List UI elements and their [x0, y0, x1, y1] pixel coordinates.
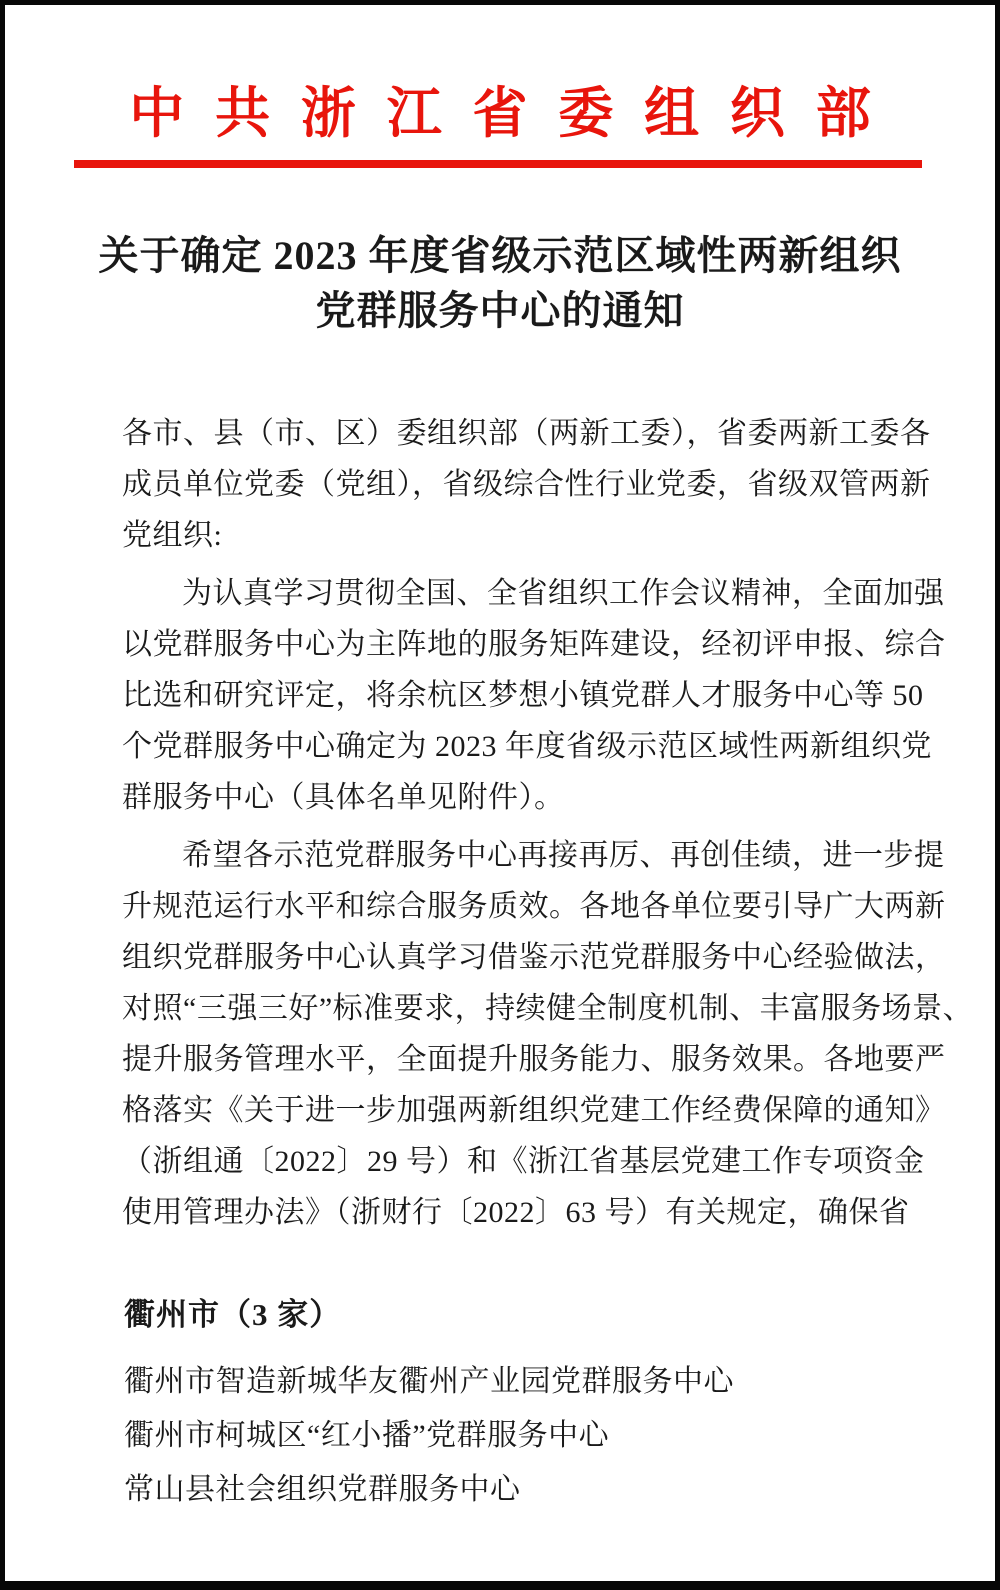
body-line: 为认真学习贯彻全国、全省组织工作会议精神，全面加强: [182, 577, 945, 610]
appendix-item: 常山县社会组织党群服务中心: [124, 1473, 521, 1506]
letterhead-title: 中共浙江省委组织部: [129, 83, 902, 144]
body-line: 格落实《关于进一步加强两新组织党建工作经费保障的通知》: [122, 1094, 946, 1127]
appendix-item: 衢州市智造新城华友衢州产业园党群服务中心: [124, 1365, 734, 1398]
appendix-list-quzhou: [124, 1295, 995, 1517]
body-line: 党组织:: [122, 519, 223, 552]
body-line: 成员单位党委（党组），省级综合性行业党委，省级双管两新: [122, 468, 931, 501]
body-line: 比选和研究评定，将余杭区梦想小镇党群人才服务中心等 50: [122, 679, 924, 712]
body-line: （浙组通〔2022〕29 号）和《浙江省基层党建工作专项资金: [122, 1145, 925, 1178]
body-line: 组织党群服务中心认真学习借鉴示范党群服务中心经验做法，: [122, 941, 946, 974]
paragraph-determination: [122, 568, 946, 823]
document-body: [122, 408, 974, 1238]
red-divider-line: [74, 160, 922, 168]
body-line: 以党群服务中心为主阵地的服务矩阵建设，经初评申报、综合: [122, 628, 946, 661]
body-line: 升规范运行水平和综合服务质效。各地各单位要引导广大两新: [122, 890, 946, 923]
body-line: 提升服务管理水平，全面提升服务能力、服务效果。各地要严: [122, 1043, 946, 1076]
salutation-paragraph: [122, 408, 931, 561]
document-title-line-1: 关于确定 2023 年度省级示范区域性两新组织: [98, 233, 902, 278]
body-line: 个党群服务中心确定为 2023 年度省级示范区域性两新组织党: [122, 730, 932, 763]
body-line: 使用管理办法》（浙财行〔2022〕63 号）有关规定，确保省: [122, 1196, 910, 1229]
document-title: [5, 228, 995, 338]
document-title-line-2: 党群服务中心的通知: [315, 288, 685, 333]
appendix-city-heading: 衢州市（3 家）: [124, 1297, 342, 1332]
body-line: 群服务中心（具体名单见附件）。: [122, 781, 565, 814]
paragraph-requirements: [122, 830, 974, 1238]
body-line: 希望各示范党群服务中心再接再厉、再创佳绩，进一步提: [182, 839, 945, 872]
appendix-item: 衢州市柯城区“红小播”党群服务中心: [124, 1419, 610, 1452]
body-line: 对照“三强三好”标准要求，持续健全制度机制、丰富服务场景、: [122, 992, 974, 1025]
body-line: 各市、县（市、区）委组织部（两新工委），省委两新工委各: [122, 417, 931, 450]
